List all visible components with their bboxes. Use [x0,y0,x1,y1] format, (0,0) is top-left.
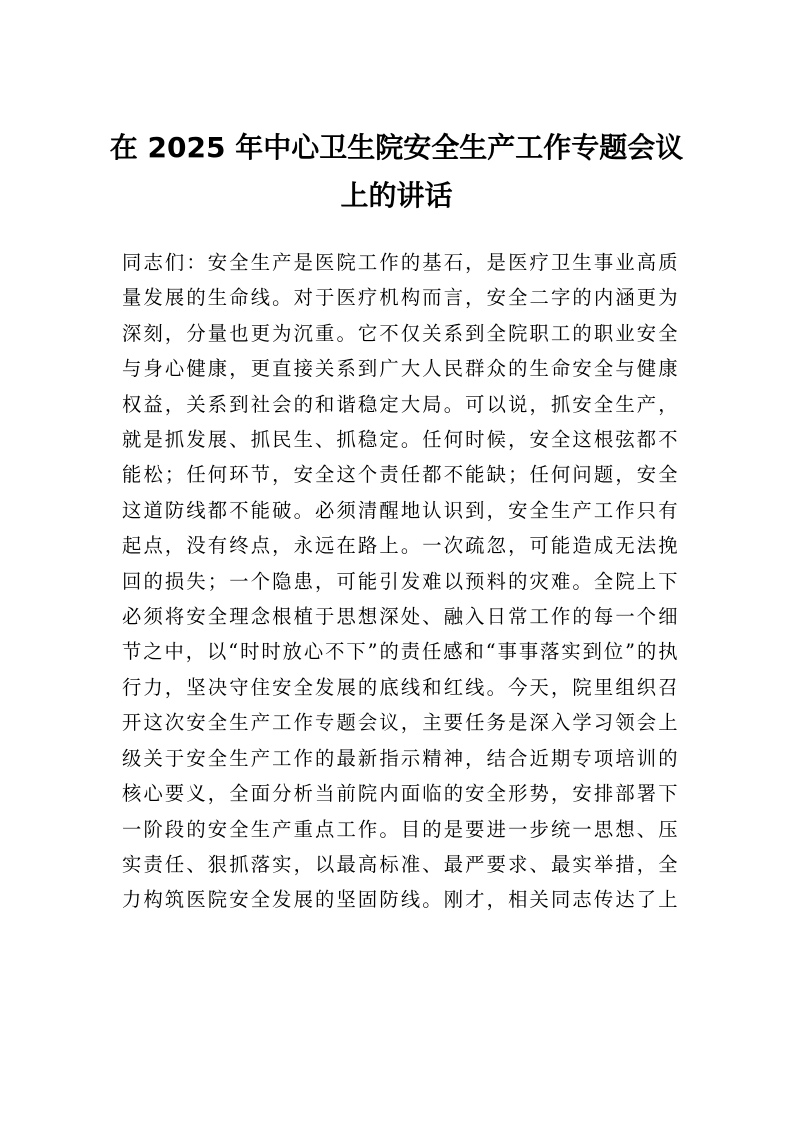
body-line: 实责任、狠抓落实，以最高标准、最严要求、最实举措，全 [122,852,678,876]
body-line: 节之中，以“时时放心不下”的责任感和“事事落实到位”的执 [122,640,678,664]
body-line: 必须将安全理念根植于思想深处、融入日常工作的每一个细 [122,605,678,629]
document-body [122,245,678,918]
document-title: 在 2025 年中心卫生院安全生产工作专题会议上的讲话 [109,131,684,212]
body-line: 核心要义，全面分析当前院内面临的安全形势，安排部署下 [122,782,678,806]
body-line: 起点，没有终点，永远在路上。一次疏忽，可能造成无法挽 [122,534,678,558]
body-line: 能松；任何环节，安全这个责任都不能缺；任何问题，安全 [122,463,678,487]
body-line: 力构筑医院安全发展的坚固防线。刚才，相关同志传达了上 [122,888,678,912]
body-line: 级关于安全生产工作的最新指示精神，结合近期专项培训的 [122,746,678,770]
body-line: 同志们：安全生产是医院工作的基石，是医疗卫生事业高质 [122,251,678,274]
body-line: 一阶段的安全生产重点工作。目的是要进一步统一思想、压 [122,817,678,841]
body-line: 深刻，分量也更为沉重。它不仅关系到全院职工的职业安全 [122,321,678,345]
body-line: 行力，坚决守住安全发展的底线和红线。今天，院里组织召 [122,675,678,699]
body-line: 回的损失；一个隐患，可能引发难以预料的灾难。全院上下 [122,569,678,593]
body-line: 就是抓发展、抓民生、抓稳定。任何时候，安全这根弦都不 [122,428,678,452]
body-line: 权益，关系到社会的和谐稳定大局。可以说，抓安全生产， [122,392,678,416]
body-line: 量发展的生命线。对于医疗机构而言，安全二字的内涵更为 [122,286,678,310]
body-line: 与身心健康，更直接关系到广大人民群众的生命安全与健康 [122,357,678,381]
body-line: 这道防线都不能破。必须清醒地认识到，安全生产工作只有 [122,498,678,522]
body-line: 开这次安全生产工作专题会议，主要任务是深入学习领会上 [122,711,678,735]
